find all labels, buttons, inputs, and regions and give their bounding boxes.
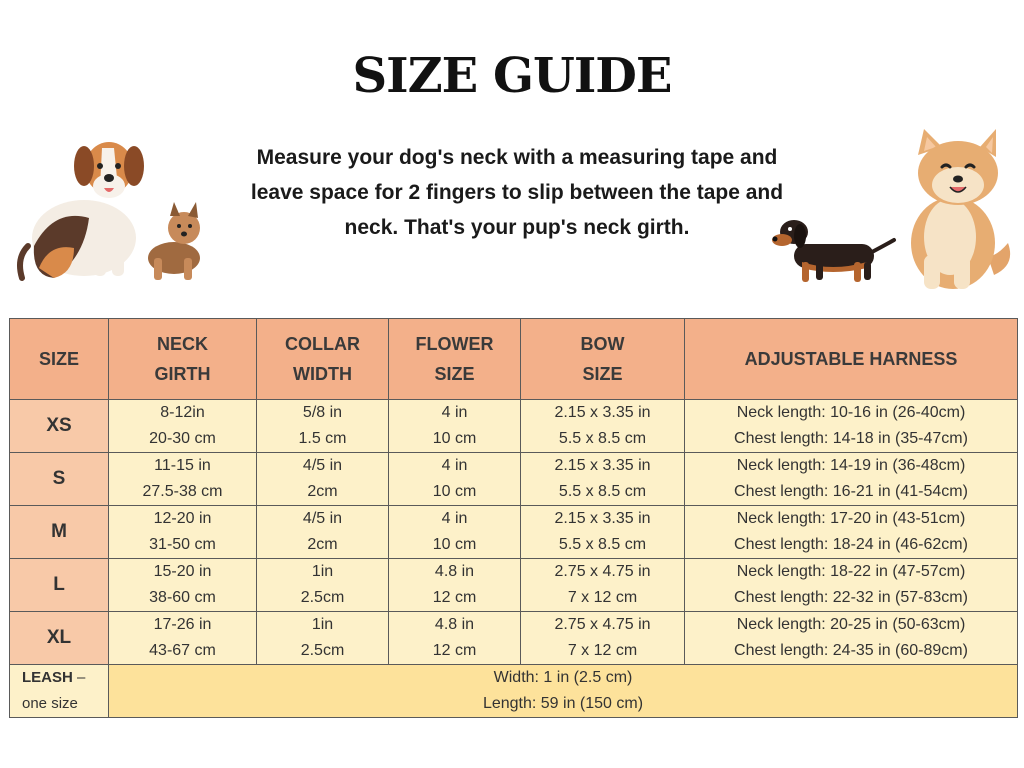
leash-row <box>10 665 1018 718</box>
neck-girth-cell: 8-12in 20-30 cm <box>109 400 257 453</box>
dachshund-icon <box>772 210 897 290</box>
neck-girth-cell: 17-26 in 43-67 cm <box>109 612 257 665</box>
bow-size-cell: 2.75 x 4.75 in 7 x 12 cm <box>521 612 685 665</box>
table-header-row <box>10 319 1018 400</box>
intro-line: leave space for 2 fingers to slip between the tape and <box>250 181 784 204</box>
table-row <box>10 559 1018 612</box>
size-label-cell: S <box>10 453 109 506</box>
column-header-flower-size: FLOWER SIZE <box>389 319 521 400</box>
leash-length: Length: 59 in (150 cm) <box>482 695 644 712</box>
column-header-neck-girth: NECK GIRTH <box>109 319 257 400</box>
flower-size-cell: 4.8 in 12 cm <box>389 612 521 665</box>
size-table <box>9 318 1018 718</box>
table-row <box>10 400 1018 453</box>
leash-width: Width: 1 in (2.5 cm) <box>493 669 633 686</box>
harness-cell: Neck length: 20-25 in (50-63cm) Chest length: 24-35 in (60-89cm) <box>685 612 1018 665</box>
bow-size-cell: 2.15 x 3.35 in 5.5 x 8.5 cm <box>521 400 685 453</box>
table-row <box>10 453 1018 506</box>
neck-girth-cell: 11-15 in 27.5-38 cm <box>109 453 257 506</box>
collar-width-cell: 4/5 in 2cm <box>257 453 389 506</box>
intro-line: neck. That's your pup's neck girth. <box>344 216 690 239</box>
collar-width-cell: 5/8 in 1.5 cm <box>257 400 389 453</box>
harness-cell: Neck length: 17-20 in (43-51cm) Chest length: 18-24 in (46-62cm) <box>685 506 1018 559</box>
size-label-cell: M <box>10 506 109 559</box>
harness-cell: Neck length: 14-19 in (36-48cm) Chest length: 16-21 in (41-54cm) <box>685 453 1018 506</box>
shiba-inu-icon <box>898 125 1016 293</box>
column-header-size: SIZE <box>10 319 109 400</box>
harness-cell: Neck length: 10-16 in (26-40cm) Chest length: 14-18 in (35-47cm) <box>685 400 1018 453</box>
intro-text <box>190 140 844 245</box>
flower-size-cell: 4 in 10 cm <box>389 400 521 453</box>
collar-width-cell: 1in 2.5cm <box>257 612 389 665</box>
harness-cell: Neck length: 18-22 in (47-57cm) Chest length: 22-32 in (57-83cm) <box>685 559 1018 612</box>
size-label-cell: XL <box>10 612 109 665</box>
bow-size-cell: 2.75 x 4.75 in 7 x 12 cm <box>521 559 685 612</box>
bow-size-cell: 2.15 x 3.35 in 5.5 x 8.5 cm <box>521 453 685 506</box>
intro-line: Measure your dog's neck with a measuring tape and <box>256 146 778 169</box>
column-header-collar-width: COLLAR WIDTH <box>257 319 389 400</box>
beagle-and-yorkie-icon <box>14 128 204 288</box>
size-label-cell: L <box>10 559 109 612</box>
table-row <box>10 506 1018 559</box>
neck-girth-cell: 12-20 in 31-50 cm <box>109 506 257 559</box>
column-header-adjustable-harness: ADJUSTABLE HARNESS <box>685 319 1018 400</box>
page-title: SIZE GUIDE <box>352 48 672 104</box>
leash-dimensions <box>109 665 1018 718</box>
bow-size-cell: 2.15 x 3.35 in 5.5 x 8.5 cm <box>521 506 685 559</box>
collar-width-cell: 4/5 in 2cm <box>257 506 389 559</box>
flower-size-cell: 4.8 in 12 cm <box>389 559 521 612</box>
collar-width-cell: 1in 2.5cm <box>257 559 389 612</box>
table-row <box>10 612 1018 665</box>
neck-girth-cell: 15-20 in 38-60 cm <box>109 559 257 612</box>
column-header-bow-size: BOW SIZE <box>521 319 685 400</box>
leash-label: LEASH – one size <box>10 665 109 718</box>
flower-size-cell: 4 in 10 cm <box>389 453 521 506</box>
flower-size-cell: 4 in 10 cm <box>389 506 521 559</box>
size-label-cell: XS <box>10 400 109 453</box>
